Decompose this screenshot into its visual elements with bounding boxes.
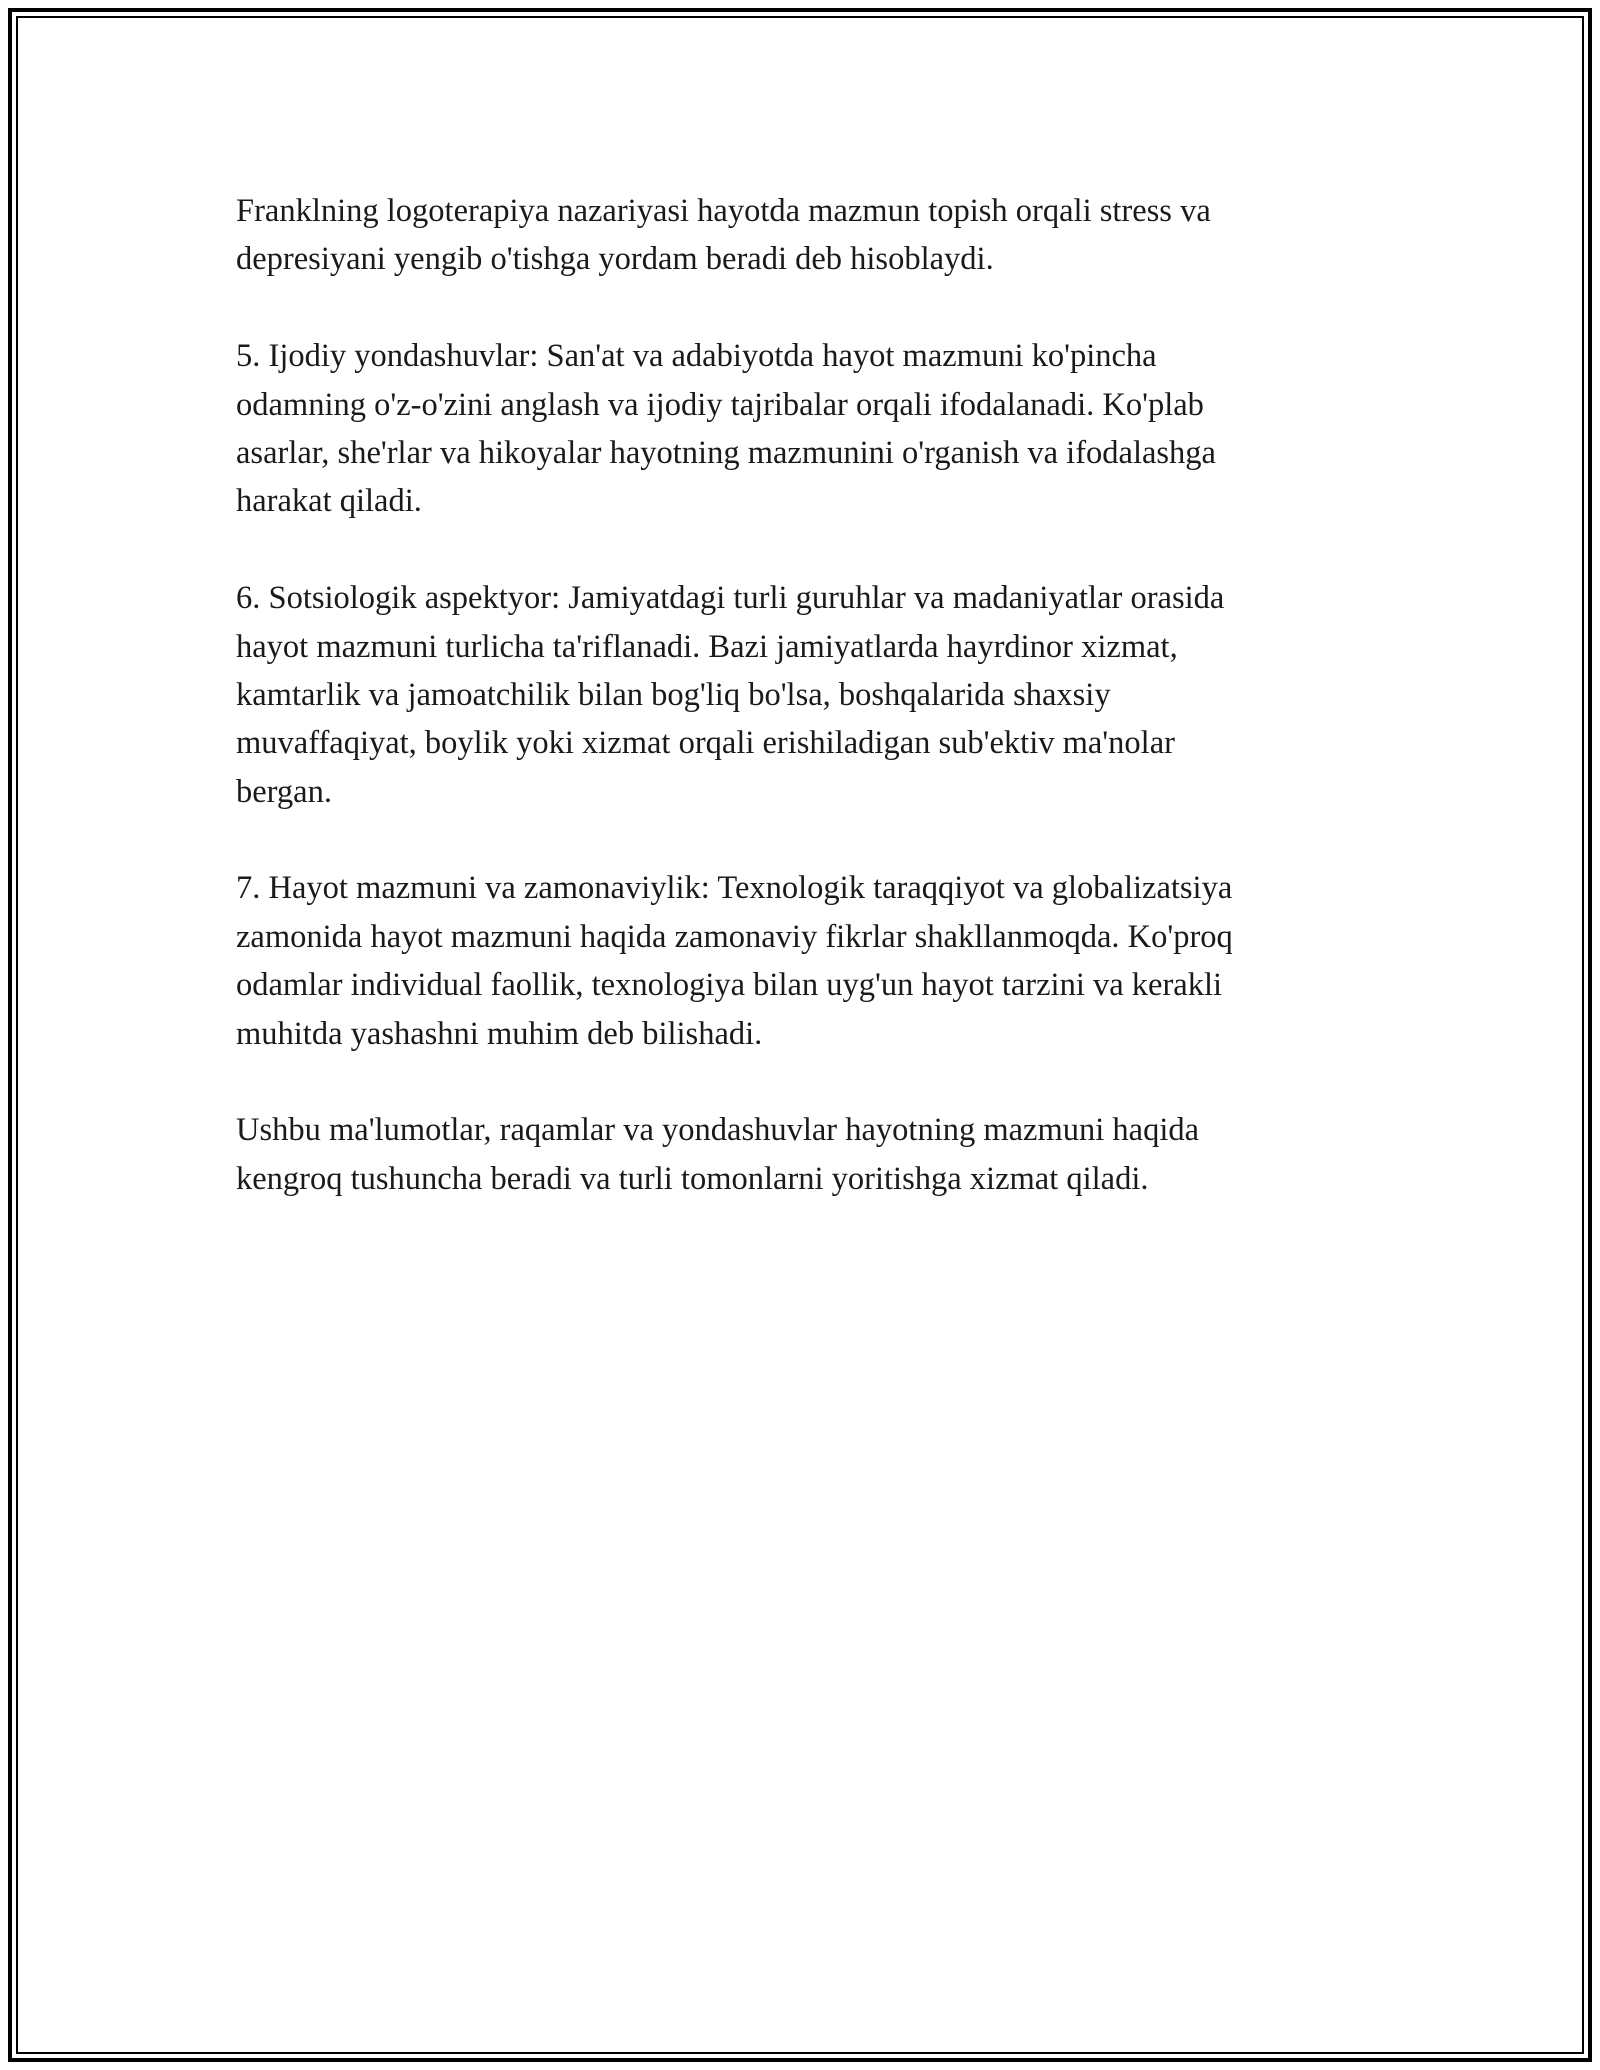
text-line: odamlar individual faollik, texnologiya bilan uyg'un hayot tarzini va kerakli (236, 967, 1223, 1004)
paragraph-modernity (236, 864, 1396, 1058)
text-line: odamning o'z-o'zini anglash va ijodiy tajribalar orqali ifodalanadi. Ko'plab (236, 386, 1204, 423)
text-line: Ushbu ma'lumotlar, raqamlar va yondashuvlar hayotning mazmuni haqida (236, 1112, 1200, 1149)
text-line: 5. Ijodiy yondashuvlar: San'at va adabiyotda hayot mazmuni ko'pincha (236, 338, 1157, 375)
text-line: asarlar, she'rlar va hikoyalar hayotning mazmunini o'rganish va ifodalashga (236, 434, 1216, 471)
text-line: muvaffaqiyat, boylik yoki xizmat orqali erishiladigan sub'ektiv ma'nolar (236, 725, 1175, 762)
text-line: Franklning logoterapiya nazariyasi hayotda mazmun topish orqali stress va (236, 193, 1211, 229)
text-line: harakat qiladi. (236, 483, 422, 520)
paragraph-sociological-aspects (236, 574, 1396, 816)
text-line: zamonida hayot mazmuni haqida zamonaviy fikrlar shakllanmoqda. Ko'proq (236, 918, 1233, 955)
text-line: kengroq tushuncha beradi va turli tomonlarni yoritishga xizmat qiladi. (236, 1160, 1149, 1197)
text-line: kamtarlik va jamoatchilik bilan bog'liq bo'lsa, boshqalarida shaxsiy (236, 676, 1111, 713)
document-body (236, 187, 1396, 1252)
text-line: muhitda yashashni muhim deb bilishadi. (236, 1015, 763, 1052)
text-line: 6. Sotsiologik aspektyor: Jamiyatdagi turli guruhlar va madaniyatlar orasida (236, 580, 1225, 617)
text-line: depresiyani yengib o'tishga yordam beradi deb hisoblaydi. (236, 241, 994, 278)
text-line: bergan. (236, 773, 332, 810)
text-line: 7. Hayot mazmuni va zamonaviylik: Texnologik taraqqiyot va globalizatsiya (236, 870, 1233, 907)
paragraph-frankl (236, 187, 1396, 284)
paragraph-conclusion (236, 1106, 1396, 1203)
paragraph-creative-approaches (236, 332, 1396, 526)
text-line: hayot mazmuni turlicha ta'riflanadi. Bazi jamiyatlarda hayrdinor xizmat, (236, 628, 1178, 665)
